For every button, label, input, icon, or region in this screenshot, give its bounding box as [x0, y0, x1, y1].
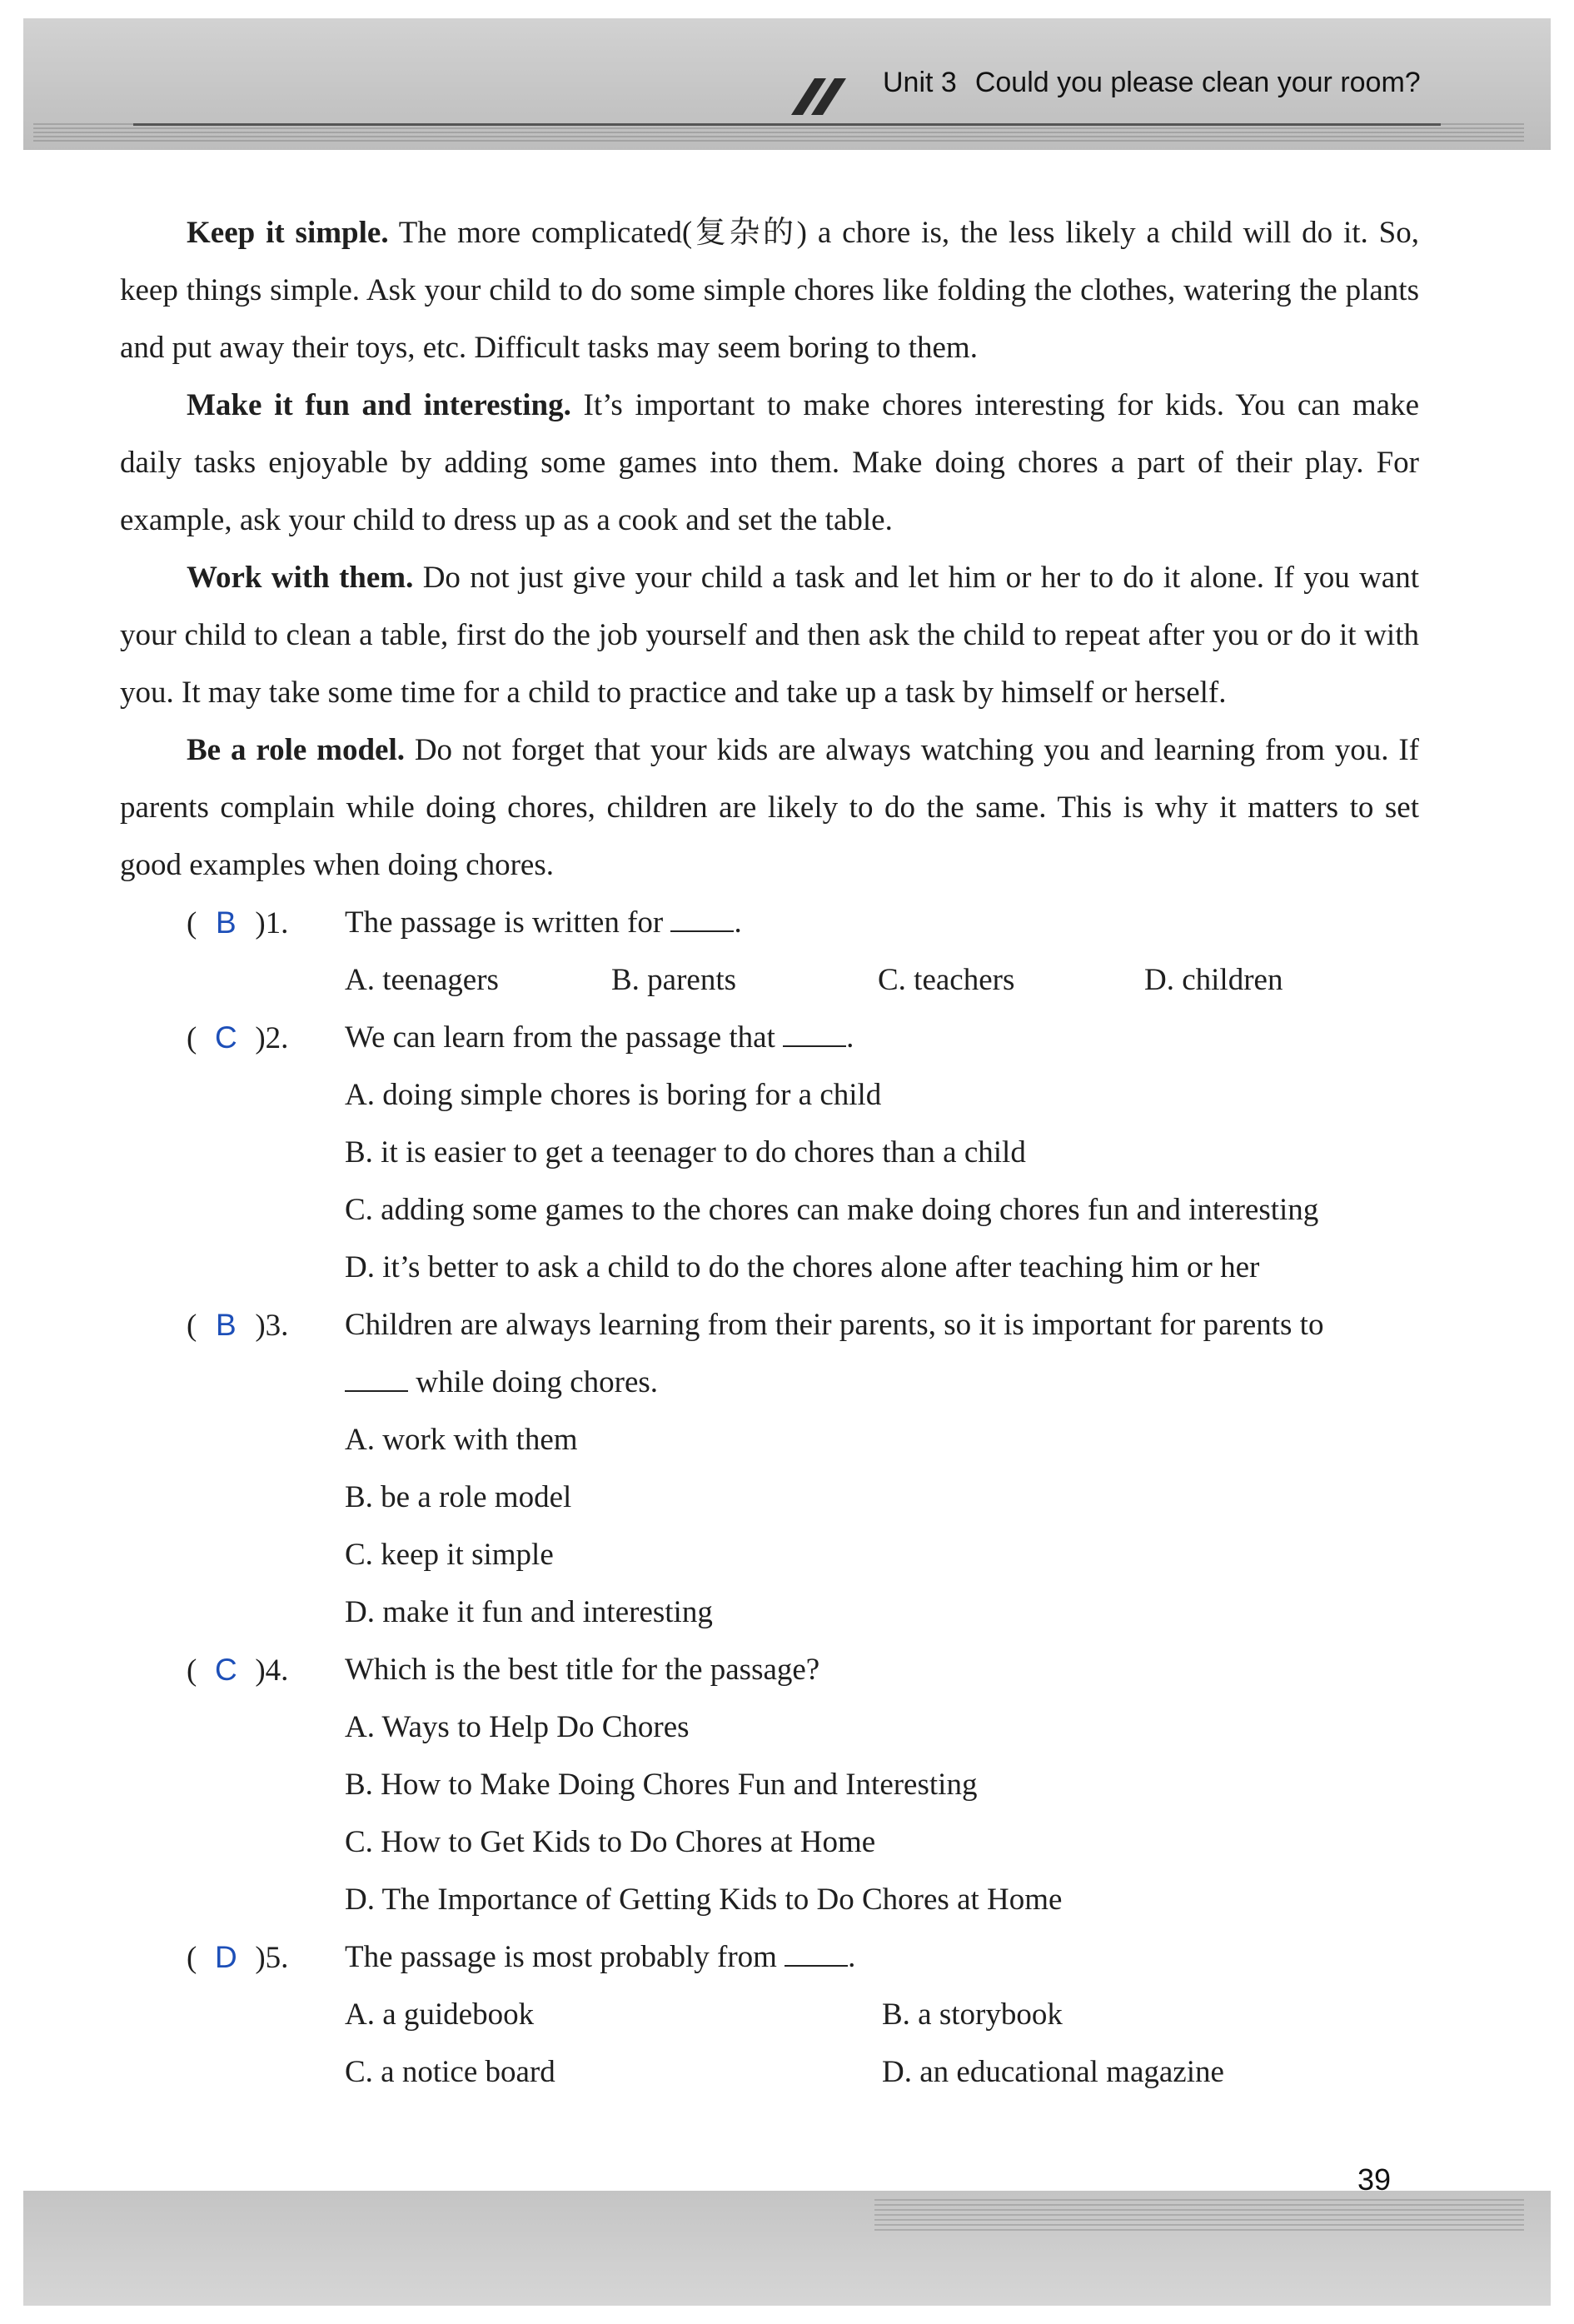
option-c: C. keep it simple	[345, 1538, 554, 1572]
question-stem	[120, 1009, 1419, 1066]
header-title	[883, 67, 1421, 117]
option-d: D. make it fun and interesting	[345, 1595, 713, 1629]
answer-bracket: ( C )2.	[187, 1009, 345, 1067]
question-text-cont: while doing chores.	[408, 1365, 659, 1399]
option-a: A. Ways to Help Do Chores	[345, 1710, 690, 1744]
question-stem	[120, 1928, 1419, 1986]
question-number: 1.	[265, 906, 289, 940]
options-row	[120, 1986, 1419, 2043]
option-b: B. parents	[611, 963, 737, 997]
answer-letter: B	[215, 905, 237, 940]
paragraph-text: It’s important to make chores interesting for kids. You can make daily tasks enjoyable by adding some games into them. Make doing chores a part of their play. For example, ask your child to dress up as a cook and set the table.	[120, 388, 1420, 537]
question-text: Children are always learning from their parents, so it is important for parents to	[345, 1308, 1324, 1342]
question-end: .	[848, 1940, 856, 1974]
paragraph-heading: Work with them.	[187, 561, 414, 595]
answer-blank	[670, 905, 734, 932]
question-number: 2.	[265, 1021, 289, 1055]
question-end: .	[846, 1020, 854, 1055]
question-number: 4.	[265, 1653, 289, 1688]
paragraph-work-with-them	[120, 549, 1419, 721]
answer-bracket: ( B )1.	[187, 894, 345, 952]
option-d: D. The Importance of Getting Kids to Do Chores at Home	[345, 1883, 1063, 1917]
answer-blank	[785, 1940, 848, 1967]
answer-letter: B	[215, 1308, 237, 1342]
page-number: 39	[1357, 2162, 1392, 2197]
option-c: C. adding some games to the chores can make doing chores fun and interesting	[345, 1193, 1319, 1227]
answer-bracket: ( B )3.	[187, 1296, 345, 1354]
answer-bracket: ( D )5.	[187, 1928, 345, 1987]
question-number: 5.	[265, 1941, 289, 1975]
option-b: B. be a role model	[345, 1480, 572, 1514]
question-3	[120, 1296, 1419, 1641]
answer-blank	[345, 1365, 408, 1392]
question-stem	[120, 1641, 1419, 1698]
paragraph-text: Do not just give your child a task and let him or her to do it alone. If you want your child to clean a table, first do the job yourself and then ask the child to repeat after you or do it with you. It may take some time for a child to practice and take up a task by himself or herself.	[120, 561, 1420, 710]
question-stem	[120, 894, 1419, 951]
question-text: Which is the best title for the passage?	[345, 1653, 820, 1687]
question-text: We can learn from the passage that	[345, 1020, 775, 1055]
footer-stripes	[874, 2199, 1524, 2232]
question-2	[120, 1009, 1419, 1296]
header-slash-decoration	[775, 75, 866, 115]
question-stem-continuation	[120, 1354, 1419, 1411]
option-d: D. an educational magazine	[882, 2055, 1224, 2089]
option-a: A. teenagers	[345, 963, 499, 997]
question-text: The passage is written for	[345, 905, 664, 940]
question-text: The passage is most probably from	[345, 1940, 777, 1974]
question-5	[120, 1928, 1419, 2101]
paragraph-role-model	[120, 721, 1419, 894]
option-c: C. teachers	[878, 963, 1015, 997]
paragraph-make-it-fun	[120, 377, 1419, 549]
options-row	[120, 2043, 1419, 2101]
answer-letter: C	[214, 1020, 237, 1055]
option-b: B. it is easier to get a teenager to do chores than a child	[345, 1135, 1026, 1169]
answer-bracket: ( C )4.	[187, 1641, 345, 1699]
question-1	[120, 894, 1419, 1009]
option-b: B. How to Make Doing Chores Fun and Interesting	[345, 1768, 978, 1802]
paragraph-heading: Make it fun and interesting.	[187, 388, 571, 422]
option-a: A. a guidebook	[345, 1997, 535, 2032]
option-d: D. it’s better to ask a child to do the chores alone after teaching him or her	[345, 1250, 1260, 1284]
page-content	[120, 204, 1419, 2101]
paragraph-keep-it-simple	[120, 204, 1419, 377]
question-stem	[120, 1296, 1419, 1354]
options-row	[120, 951, 1419, 1009]
option-c: C. a notice board	[345, 2055, 555, 2089]
paragraph-text: The more complicated(复杂的) a chore is, the less likely a child will do it. So, keep things simple. Ask your child to do some simple chores like folding the clothes, watering the plants and put away their toys, etc. Difficult tasks may seem boring to them.	[120, 216, 1419, 365]
answer-blank	[783, 1020, 846, 1047]
option-a: A. work with them	[345, 1423, 578, 1457]
answer-letter: D	[214, 1940, 237, 1974]
paragraph-text: Do not forget that your kids are always watching you and learning from you. If parents complain while doing chores, children are likely to do the same. This is why it matters to set good examples when doing chores.	[120, 733, 1419, 882]
header-underline	[133, 123, 1441, 126]
paragraph-heading: Keep it simple.	[187, 216, 389, 250]
question-number: 3.	[265, 1309, 289, 1343]
answer-letter: C	[214, 1653, 237, 1687]
question-4	[120, 1641, 1419, 1928]
option-d: D. children	[1144, 963, 1283, 997]
unit-title: Could you please clean your room?	[974, 67, 1421, 98]
paragraph-heading: Be a role model.	[187, 733, 405, 767]
header-stripes	[33, 123, 1524, 142]
option-c: C. How to Get Kids to Do Chores at Home	[345, 1825, 876, 1859]
question-end: .	[734, 905, 742, 940]
unit-label: Unit 3	[883, 67, 957, 98]
option-a: A. doing simple chores is boring for a child	[345, 1078, 882, 1112]
option-b: B. a storybook	[882, 1997, 1063, 2032]
